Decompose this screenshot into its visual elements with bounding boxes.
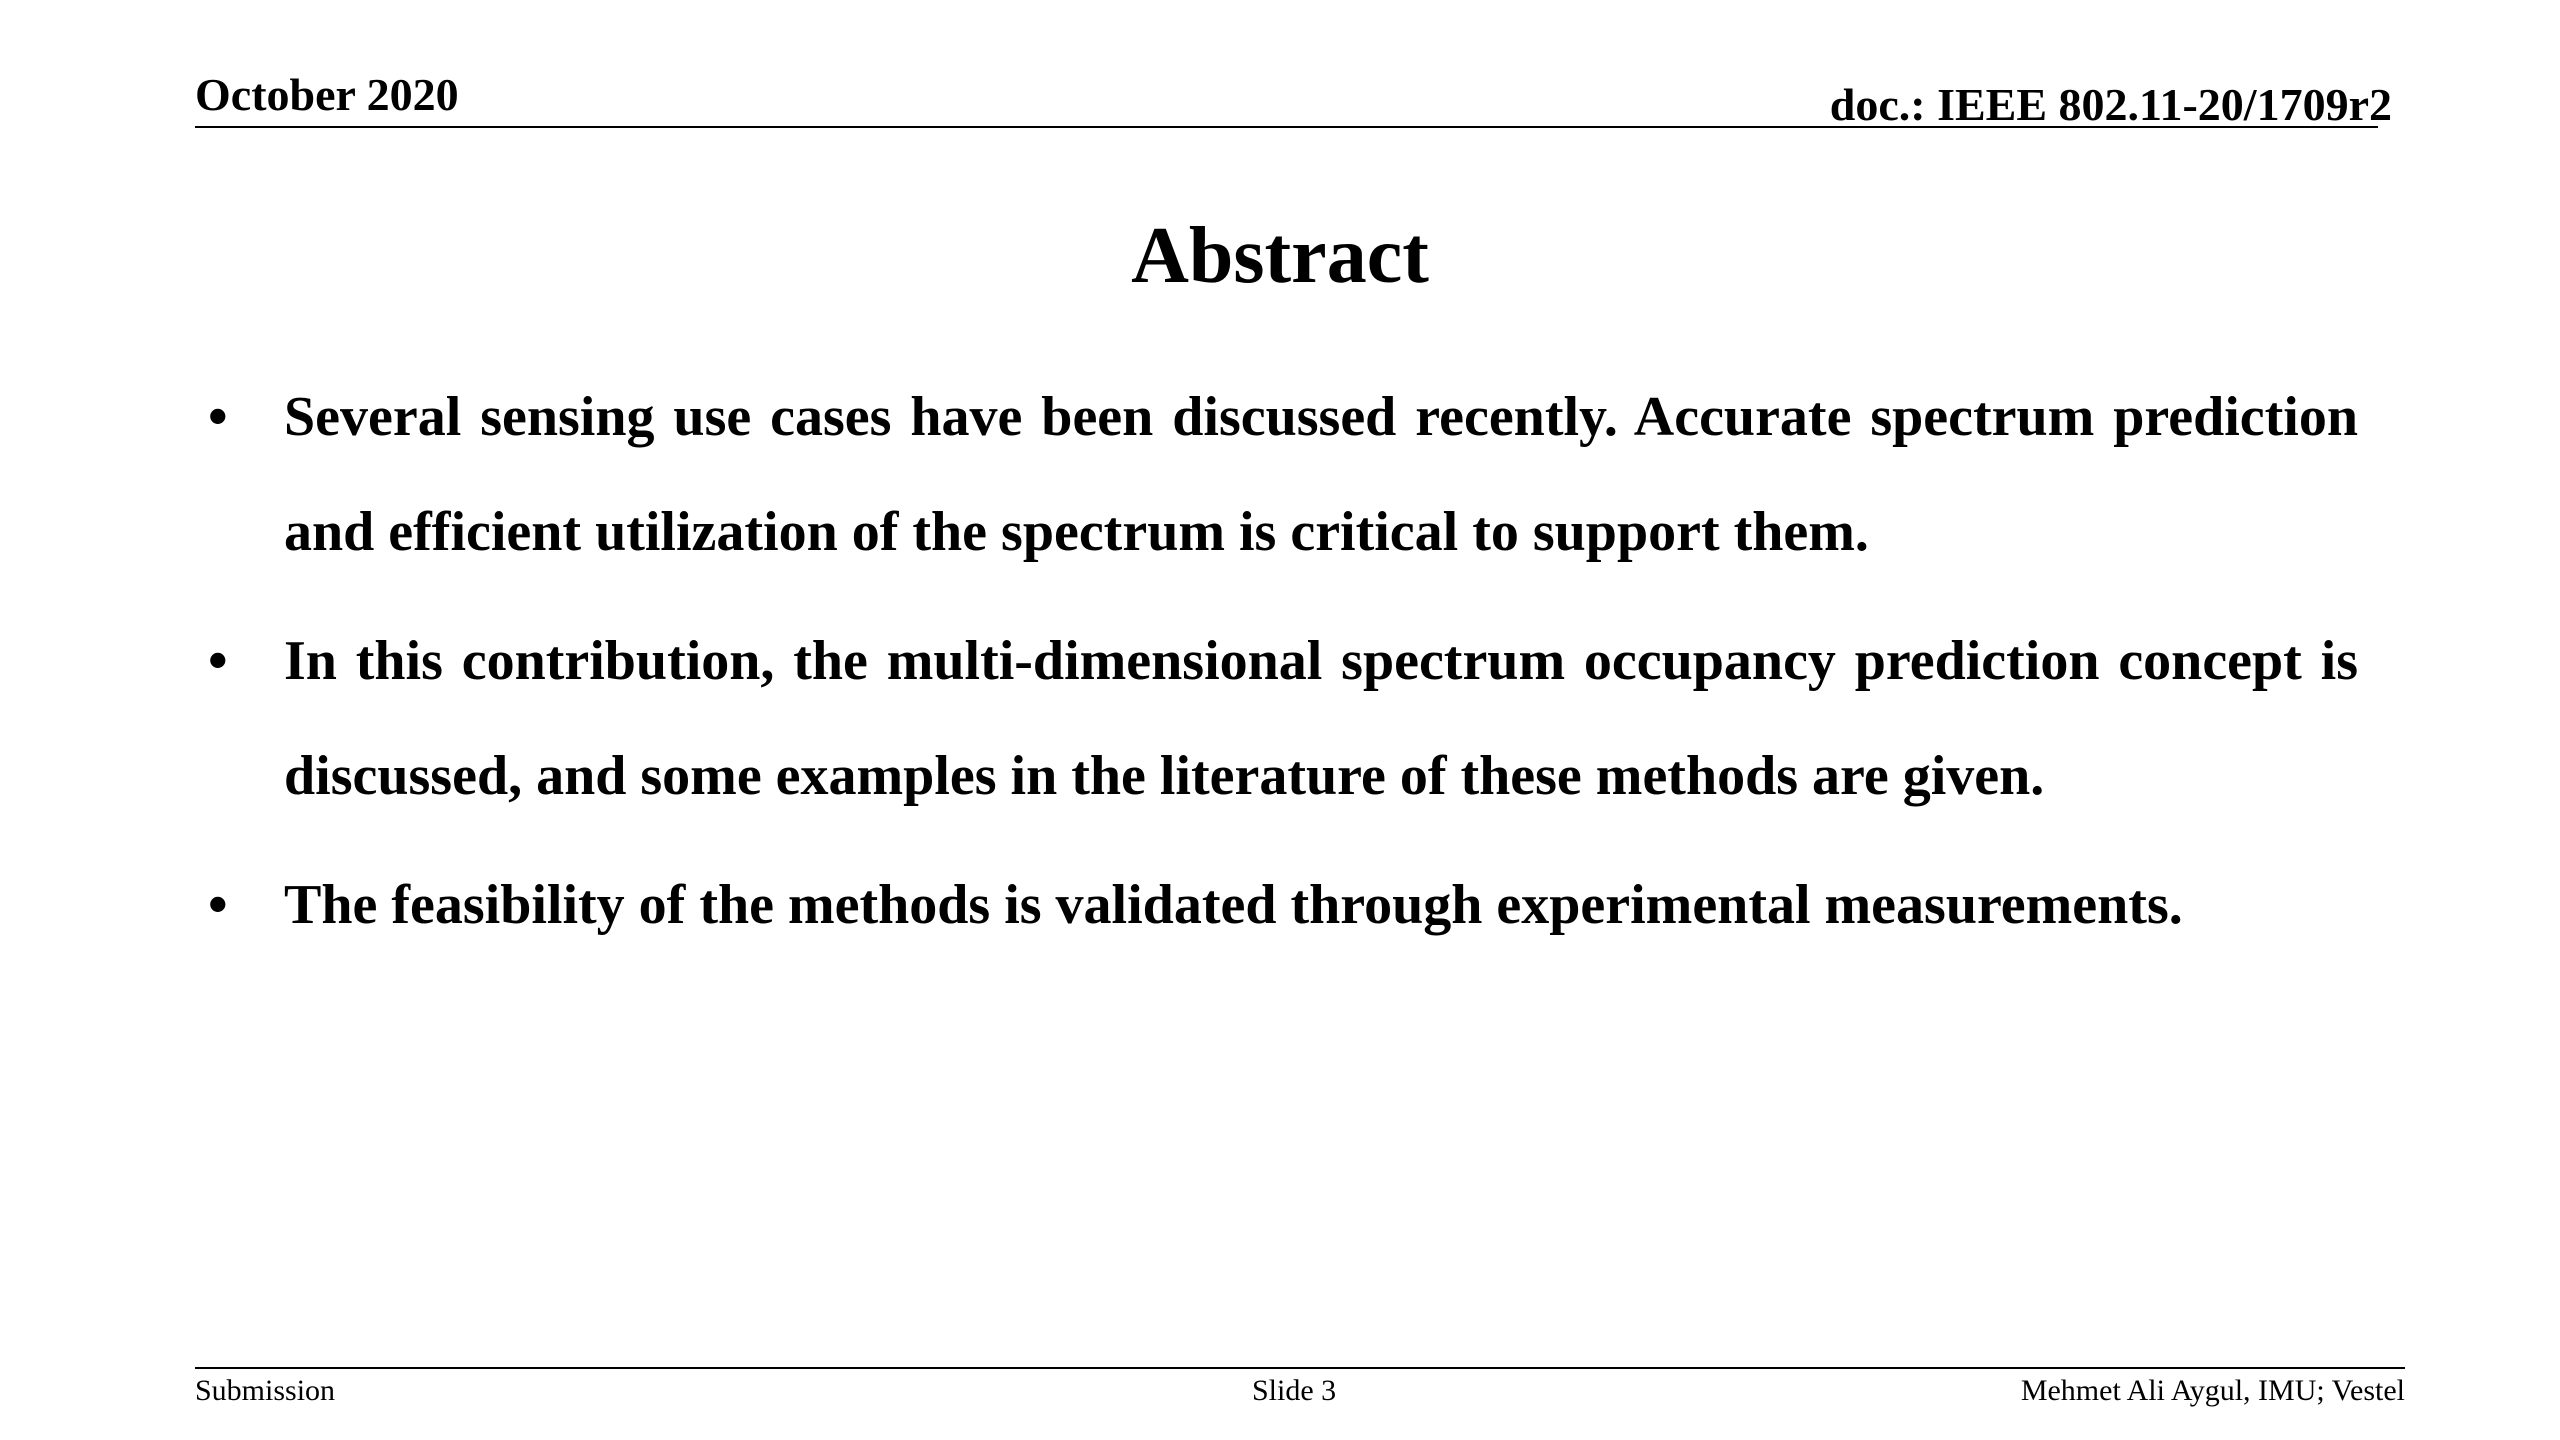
header-date: October 2020 <box>195 69 459 120</box>
bullet-item <box>208 604 2358 834</box>
footer-divider <box>195 1367 2405 1369</box>
bullet-icon: • <box>208 386 228 448</box>
footer-slide-number: Slide 3 <box>1252 1374 1337 1407</box>
bullet-text: Several sensing use cases have been discussed recently. Accurate spectrum prediction and efficient utilization of the spectrum is critical to support them. <box>284 386 2358 563</box>
bullet-item <box>208 360 2358 590</box>
footer-submission: Submission <box>195 1374 336 1407</box>
footer-author: Mehmet Ali Aygul, IMU; Vestel <box>2020 1374 2405 1407</box>
header-divider <box>195 126 2378 128</box>
bullet-text: The feasibility of the methods is validated through experimental measurements. <box>284 874 2183 936</box>
header-doc-id: doc.: IEEE 802.11-20/1709r2 <box>1829 79 2392 130</box>
bullet-icon: • <box>208 874 228 936</box>
bullet-list <box>208 360 2358 977</box>
slide-title: Abstract <box>1131 212 1429 300</box>
bullet-icon: • <box>208 630 228 692</box>
bullet-item <box>208 848 2358 963</box>
bullet-text: In this contribution, the multi-dimensional spectrum occupancy prediction concept is discussed, and some examples in the literature of these methods are given. <box>284 630 2358 807</box>
